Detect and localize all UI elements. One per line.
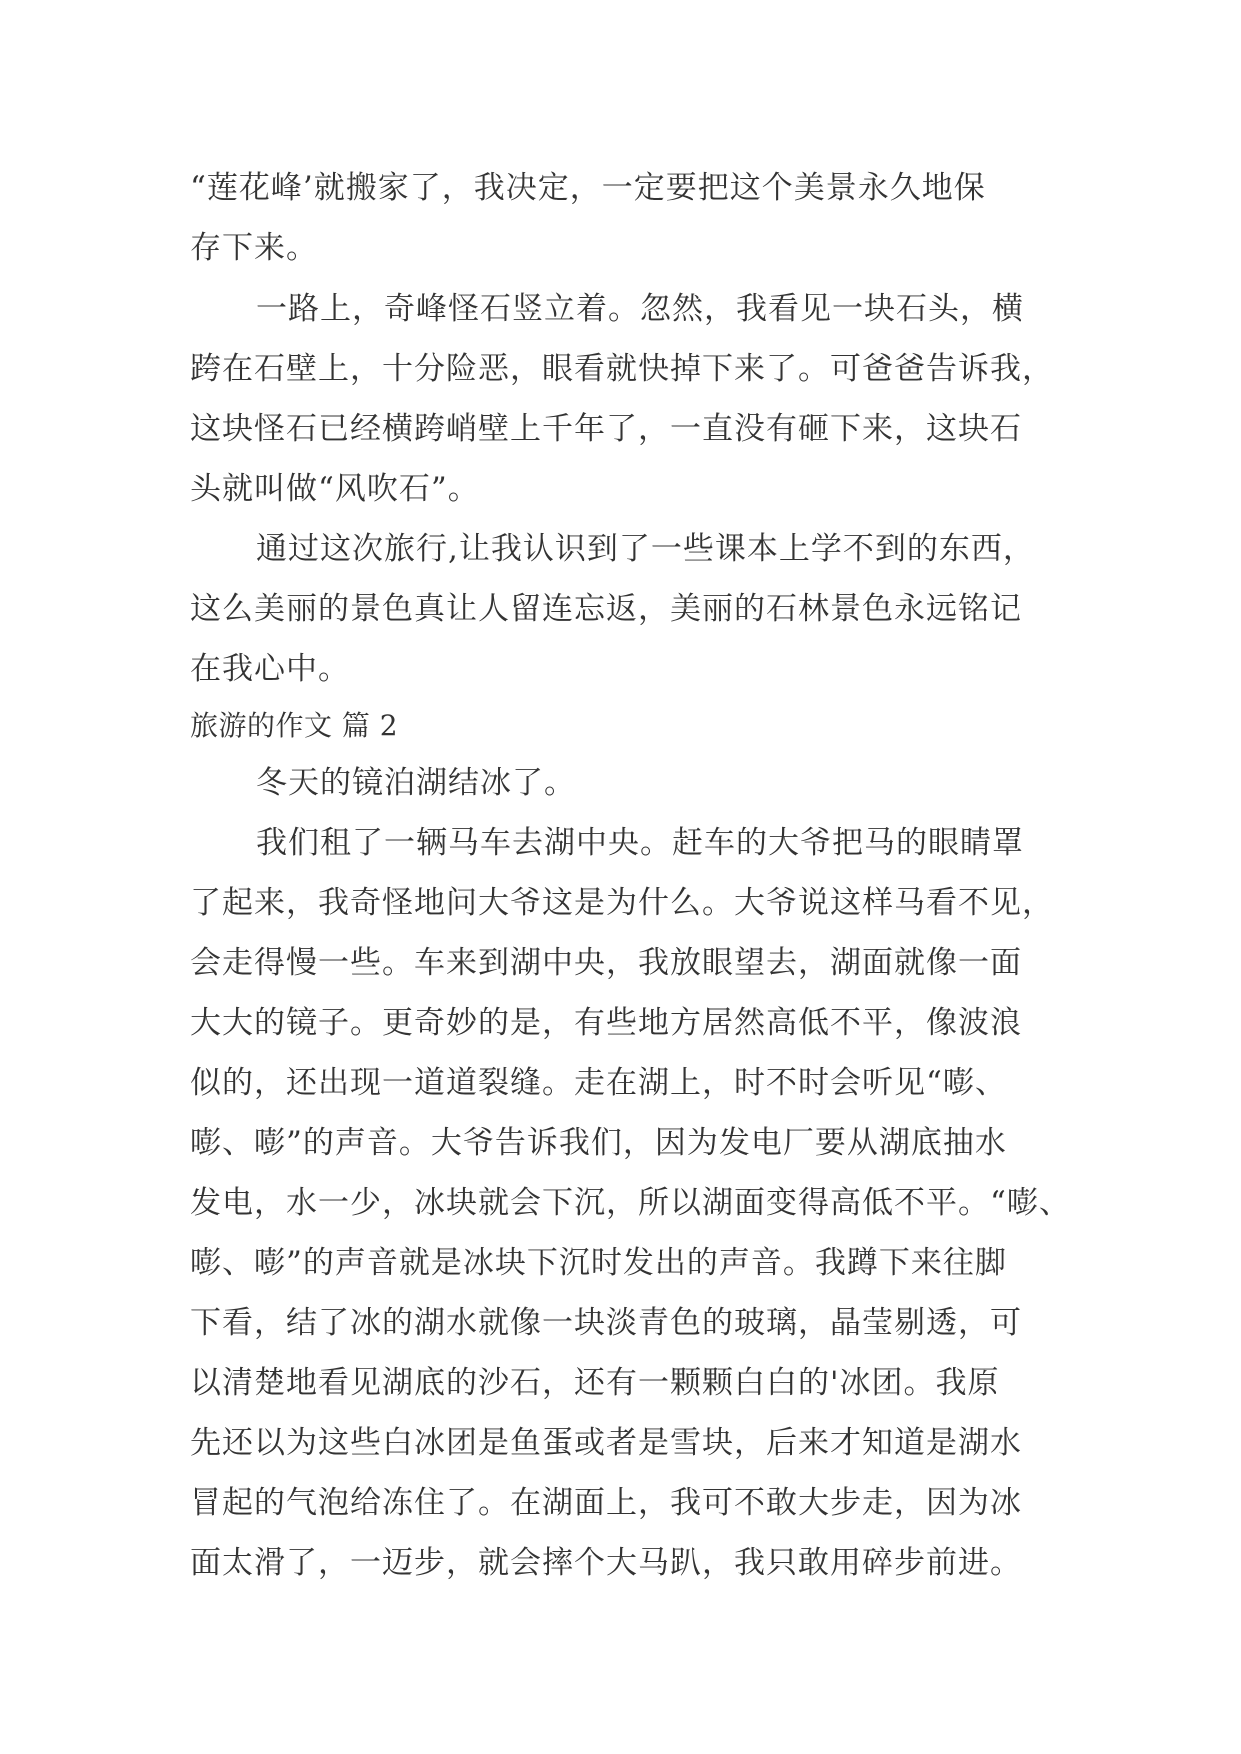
paragraph-line: 以清楚地看见湖底的沙石，还有一颗颗白白的'冰团。我原 xyxy=(190,1365,1000,1401)
paragraph-line: 这块怪石已经横跨峭壁上千年了，一直没有砸下来，这块石 xyxy=(190,411,1022,447)
paragraph-line: 冒起的气泡给冻住了。在湖面上，我可不敢大步走，因为冰 xyxy=(190,1485,1022,1521)
paragraph-line: 跨在石壁上，十分险恶，眼看就快掉下来了。可爸爸告诉我， xyxy=(190,351,1054,387)
paragraph-line: 发电，水一少，冰块就会下沉，所以湖面变得高低不平。“嘭、 xyxy=(190,1185,1071,1221)
paragraph-line: 大大的镜子。更奇妙的是，有些地方居然高低不平，像波浪 xyxy=(190,1005,1022,1041)
paragraph-line: 我们租了一辆马车去湖中央。赶车的大爷把马的眼睛罩 xyxy=(256,825,1024,861)
paragraph-line: 嘭、嘭”的声音就是冰块下沉时发出的声音。我蹲下来往脚 xyxy=(190,1245,1007,1281)
paragraph-line: 存下来。 xyxy=(190,230,318,266)
paragraph-line: 下看，结了冰的湖水就像一块淡青色的玻璃，晶莹剔透，可 xyxy=(190,1305,1022,1341)
paragraph-line: 面太滑了，一迈步，就会摔个大马趴，我只敢用碎步前进。 xyxy=(190,1545,1022,1581)
paragraph-line: 了起来，我奇怪地问大爷这是为什么。大爷说这样马看不见， xyxy=(190,885,1054,921)
paragraph-line: 在我心中。 xyxy=(190,651,350,687)
paragraph-line: 嘭、嘭”的声音。大爷告诉我们，因为发电厂要从湖底抽水 xyxy=(190,1125,1007,1161)
paragraph-line: 冬天的镜泊湖结冰了。 xyxy=(256,765,576,801)
paragraph-line: 先还以为这些白冰团是鱼蛋或者是雪块，后来才知道是湖水 xyxy=(190,1425,1022,1461)
paragraph-line: 一路上，奇峰怪石竖立着。忽然，我看见一块石头，横 xyxy=(256,291,1024,327)
paragraph-line: “莲花峰’就搬家了，我决定，一定要把这个美景永久地保 xyxy=(190,170,986,206)
paragraph-line: 头就叫做“风吹石”。 xyxy=(190,471,480,507)
section-heading: 旅游的作文 篇 2 xyxy=(190,709,399,742)
paragraph-line: 这么美丽的景色真让人留连忘返，美丽的石林景色永远铭记 xyxy=(190,591,1022,627)
paragraph-line: 会走得慢一些。车来到湖中央，我放眼望去，湖面就像一面 xyxy=(190,945,1022,981)
paragraph-line: 似的，还出现一道道裂缝。走在湖上，时不时会听见“嘭、 xyxy=(190,1065,1007,1101)
paragraph-line: 通过这次旅行,让我认识到了一些课本上学不到的东西， xyxy=(256,531,1035,567)
